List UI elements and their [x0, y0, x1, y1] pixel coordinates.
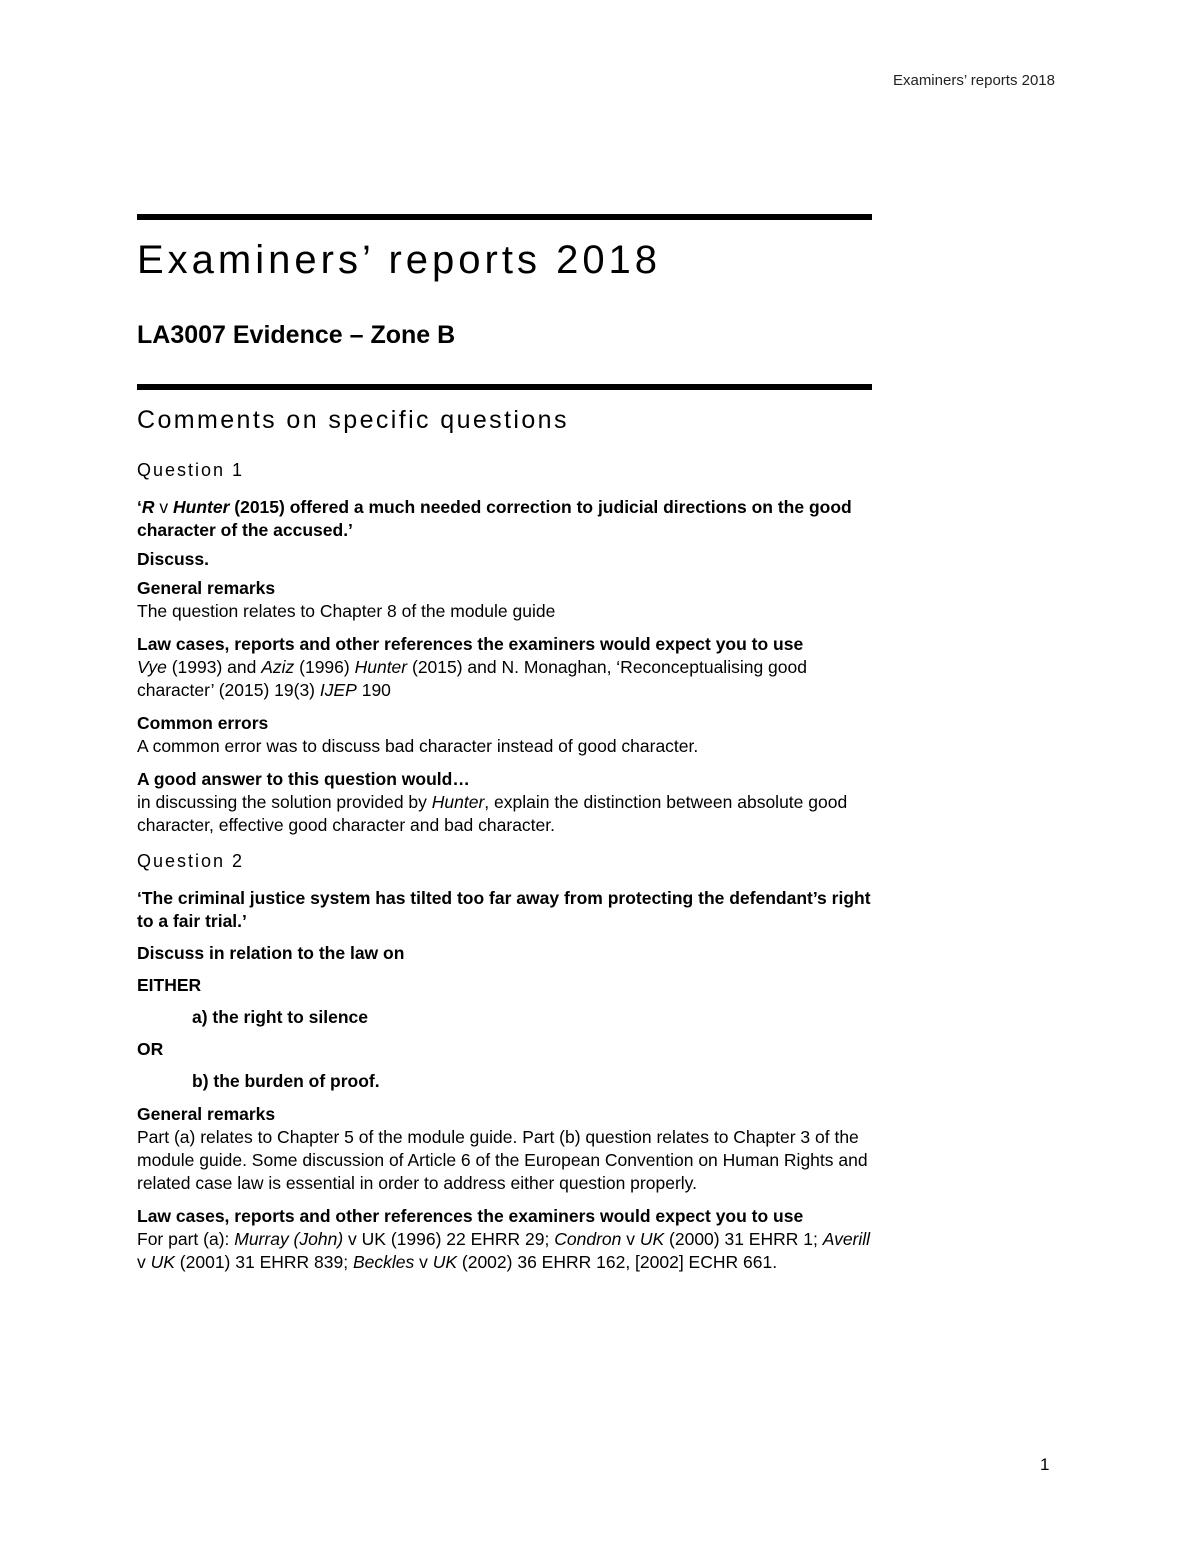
question-1-discuss: Discuss.: [137, 549, 209, 569]
q2-law-label: Law cases, reports and other references the examiners would expect you to use: [137, 1206, 804, 1226]
running-header: Examiners’ reports 2018: [892, 72, 1055, 89]
q1-common-errors-label: Common errors: [137, 713, 269, 733]
q2-general-remarks-label: General remarks: [137, 1104, 276, 1124]
document-body: [137, 214, 872, 1274]
bottom-rule: [137, 384, 872, 390]
q1-law-text: Vye (1993) and Aziz (1996) Hunter (2015) and N. Monaghan, ‘Reconceptualising good character’ (2015) 19(3) IJEP 190: [137, 657, 807, 700]
q1-good-answer-text: in discussing the solution provided by Hunter, explain the distinction between absolute good character, effective good character and bad character.: [137, 792, 848, 835]
question-2-either: EITHER: [137, 975, 202, 995]
section-heading: Comments on specific questions: [137, 406, 569, 434]
question-2-option-a: a) the right to silence: [192, 1007, 368, 1027]
q2-general-remarks-text: Part (a) relates to Chapter 5 of the module guide. Part (b) question relates to Chapter 3 of the module guide. Some discussion of Article 6 of the European Convention on Human Rights and related case law is essential in order to address either question properly.: [137, 1127, 868, 1193]
question-1-quote: ‘R v Hunter (2015) offered a much needed correction to judicial directions on the good character of the accused.’: [137, 497, 852, 540]
question-2-discuss: Discuss in relation to the law on: [137, 943, 405, 963]
q1-general-remarks-label: General remarks: [137, 578, 276, 598]
q1-common-errors-text: A common error was to discuss bad character instead of good character.: [137, 736, 699, 756]
question-2-heading: Question 2: [137, 851, 245, 871]
page-number: 1: [1040, 1455, 1050, 1474]
q2-law-text: For part (a): Murray (John) v UK (1996) 22 EHRR 29; Condron v UK (2000) 31 EHRR 1; Averill v UK (2001) 31 EHRR 839; Beckles v UK (2002) 36 EHRR 162, [2002] ECHR 661.: [137, 1229, 871, 1272]
course-subtitle: LA3007 Evidence – Zone B: [137, 321, 456, 349]
question-2-or: OR: [137, 1039, 164, 1059]
question-2-quote: ‘The criminal justice system has tilted too far away from protecting the defendant’s right to a fair trial.’: [137, 888, 871, 931]
q1-law-label: Law cases, reports and other references the examiners would expect you to use: [137, 634, 804, 654]
q1-general-remarks-text: The question relates to Chapter 8 of the module guide: [137, 601, 556, 621]
q1-good-answer-label: A good answer to this question would…: [137, 769, 470, 789]
top-rule: [137, 214, 872, 220]
question-2-option-b: b) the burden of proof.: [192, 1071, 380, 1091]
question-1-heading: Question 1: [137, 460, 245, 480]
page-title: Examiners’ reports 2018: [137, 238, 662, 282]
